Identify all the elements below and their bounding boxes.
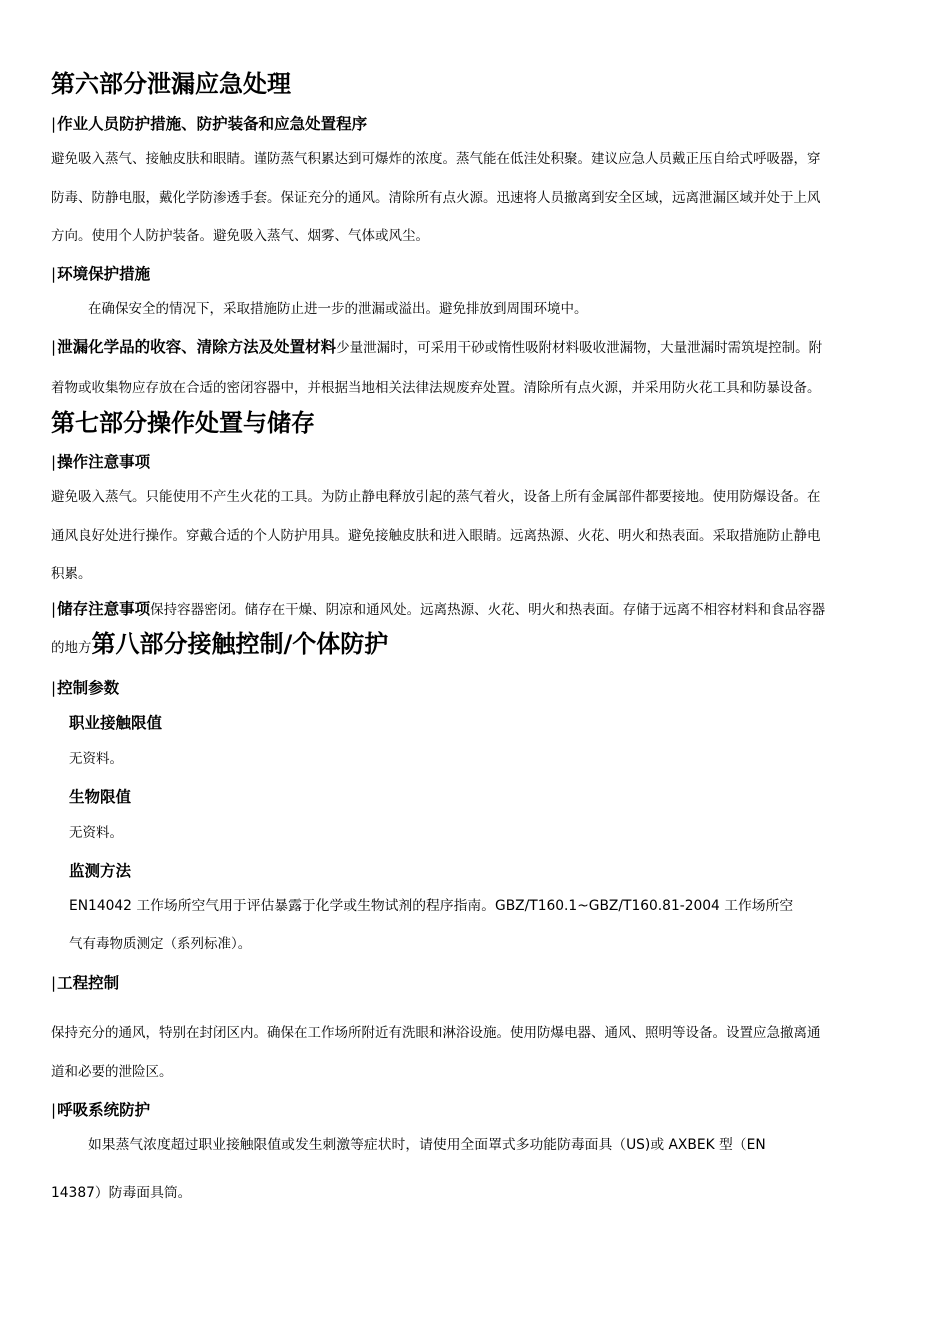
environment-text: 在确保安全的情况下，采取措施防止进一步的泄漏或溢出。避免排放到周围环境中。 [88, 301, 588, 317]
heading-bar: | [51, 974, 57, 992]
engineering-line-2: 道和必要的泄险区。 [51, 1064, 173, 1080]
heading-text: 环境保护措施 [57, 265, 151, 283]
heading-text: 作业人员防护措施、防护装备和应急处置程序 [57, 115, 368, 133]
monitoring-heading: 监测方法 [69, 862, 132, 880]
heading-text: 控制参数 [57, 679, 120, 697]
personnel-line-1: 避免吸入蒸气、接触皮肤和眼睛。谨防蒸气积累达到可爆炸的浓度。蒸气能在低洼处积聚。建议应急人员戴正压自给式呼吸器，穿 [51, 151, 821, 167]
storage-heading: 储存注意事项 [57, 600, 151, 618]
oel-heading: 职业接触限值 [69, 714, 163, 732]
handling-heading [51, 450, 150, 472]
heading-text: 操作注意事项 [57, 453, 151, 471]
monitoring-line-2: 气有毒物质测定（系列标准）。 [69, 936, 252, 952]
cleanup-line-2: 着物或收集物应存放在合适的密闭容器中，并根据当地相关法律法规废弃处置。清除所有点火源，并采用防火花工具和防暴设备。 [51, 380, 821, 396]
heading-bar: | [51, 453, 57, 471]
personnel-protection-heading [51, 112, 367, 134]
storage-paragraph [51, 597, 825, 619]
heading-bar: | [51, 1101, 57, 1119]
environment-protection-heading [51, 262, 150, 284]
personnel-line-2: 防毒、防静电服，戴化学防渗透手套。保证充分的通风。清除所有点火源。迅速将人员撤离到安全区域，远离泄漏区域并处于上风 [51, 190, 821, 206]
respiratory-line-2: 14387）防毒面具筒。 [51, 1185, 192, 1201]
personnel-line-3: 方向。使用个人防护装备。避免吸入蒸气、烟雾、气体或风尘。 [51, 228, 429, 244]
engineering-control-heading [51, 971, 119, 993]
storage-line-2-text: 的地方 [51, 640, 92, 656]
heading-bar: | [51, 600, 57, 618]
control-parameters-heading [51, 676, 119, 698]
heading-bar: | [51, 115, 57, 133]
storage-line-2 [51, 624, 388, 659]
section-6-title: 第六部分泄漏应急处理 [51, 70, 291, 98]
section-8-title: 第八部分接触控制/个体防护 [91, 630, 389, 658]
cleanup-text: 少量泄漏时，可采用干砂或惰性吸附材料吸收泄漏物，大量泄漏时需筑堤控制。附 [336, 340, 823, 356]
bio-limit-text: 无资料。 [69, 825, 123, 841]
heading-bar: | [51, 679, 57, 697]
heading-text: 工程控制 [57, 974, 120, 992]
cleanup-paragraph [51, 335, 822, 357]
heading-bar: | [51, 265, 57, 283]
heading-bar: | [51, 338, 57, 356]
heading-text: 呼吸系统防护 [57, 1101, 151, 1119]
engineering-line-1: 保持充分的通风，特别在封闭区内。确保在工作场所附近有洗眼和淋浴设施。使用防爆电器、通风、照明等设备。设置应急撤离通 [51, 1025, 821, 1041]
handling-line-1: 避免吸入蒸气。只能使用不产生火花的工具。为防止静电释放引起的蒸气着火，设备上所有金属部件都要接地。使用防爆设备。在 [51, 489, 821, 505]
cleanup-heading: 泄漏化学品的收容、清除方法及处置材料 [57, 338, 337, 356]
section-7-title: 第七部分操作处置与储存 [51, 409, 315, 437]
respiratory-line-1: 如果蒸气浓度超过职业接触限值或发生刺激等症状时，请使用全面罩式多功能防毒面具（US)或 AXBEK 型（EN [88, 1137, 766, 1153]
bio-limit-heading: 生物限值 [69, 788, 132, 806]
respiratory-protection-heading [51, 1098, 150, 1120]
oel-text: 无资料。 [69, 751, 123, 767]
monitoring-line-1: EN14042 工作场所空气用于评估暴露于化学或生物试剂的程序指南。GBZ/T160.1~GBZ/T160.81-2004 工作场所空 [69, 898, 794, 914]
handling-line-2: 通风良好处进行操作。穿戴合适的个人防护用具。避免接触皮肤和进入眼睛。远离热源、火花、明火和热表面。采取措施防止静电 [51, 528, 821, 544]
storage-text: 保持容器密闭。储存在干燥、阴凉和通风处。远离热源、火花、明火和热表面。存储于远离不相容材料和食品容器 [150, 602, 826, 618]
handling-line-3: 积累。 [51, 566, 92, 582]
